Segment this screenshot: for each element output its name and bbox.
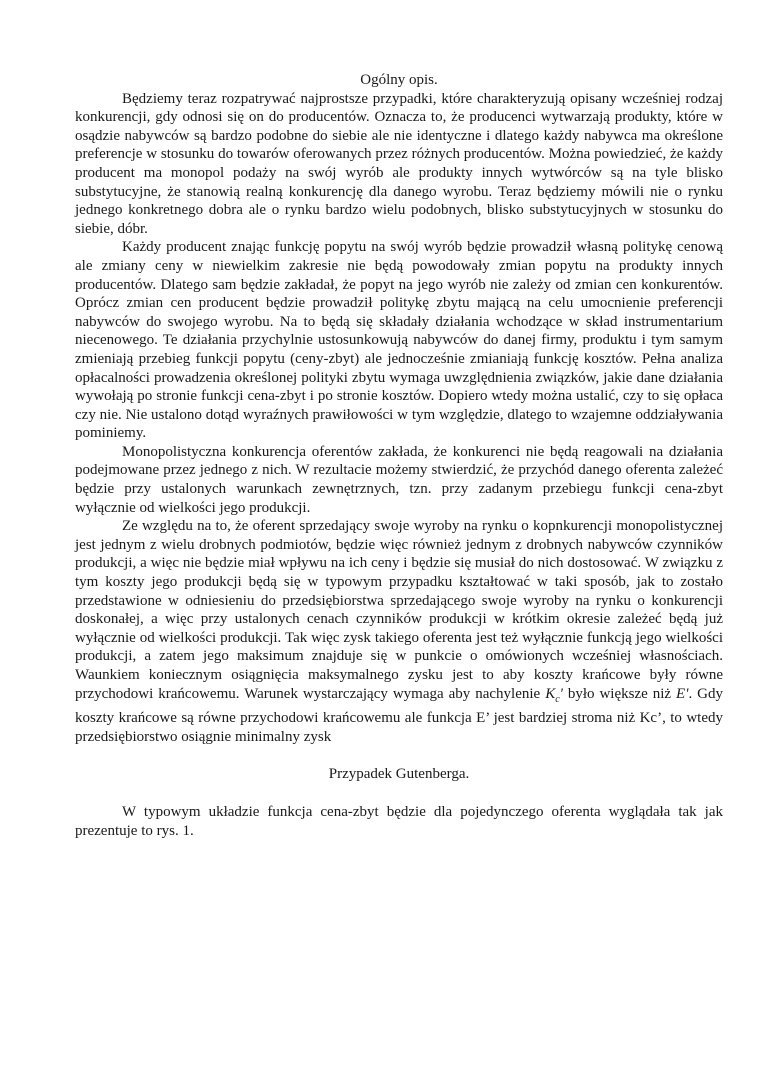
paragraph-competition: Monopolistyczna konkurencja oferentów zakłada, że konkurenci nie będą reagowali na działania podejmowane przez jednego z nich. W rezultacie możemy stwierdzić, że przychód danego oferenta zależeć będzie przy ustalonych warunkach zewnętrznych, tzn. przy zadanym przebiegu funkcji cena-zbyt wyłącznie od wielkości jego produkcji. [75, 443, 723, 516]
paragraph-costs-text-2: było większe niż [562, 685, 677, 702]
document-page [75, 71, 723, 840]
paragraph-costs [75, 517, 723, 746]
paragraph-costs-text-3: . Gdy koszty krańcowe są równe przychodowi krańcowemu ale funkcja E’ jest bardziej stroma niż Kc’, to wtedy przedsiębiorstwo osiągnie minimalny zysk [75, 685, 723, 745]
paragraph-costs-text-1: Ze względu na to, że oferent sprzedający swoje wyroby na rynku o kopnkurencji monopolistycznej jest jednym z wielu drobnych podmiotów, będzie więc również jednym z drobnych nabywców czynników produkcji, a więc nie będzie miał wpływu na ich ceny i będzie się musiał do nich dostosować. W związku z tym koszty jego produkcji będą się w typowym przypadku kształtować w taki sposób, jak to zostało przedstawione w odniesieniu do przedsiębiorstwa sprzedającego swoje wyroby na rynku o konkurencji doskonałej, a więc przy ustalonych cenach czynników produkcji w krótkim okresie zależeć będą już wyłącznie od wielkości produkcji. Tak więc zysk takiego oferenta jest też wyłącznie funkcją jego wielkości produkcji, a zatem jego maksimum znajduje się w punkcie o omówionych wcześniej własnościach. Waunkiem koniecznym osiągnięcia maksymalnego zysku jest to aby koszty krańcowe były równe przychodowi krańcowemu. Warunek wystarczający wymaga aby nachylenie [75, 518, 723, 702]
section-title: Ogólny opis. [360, 72, 438, 88]
e-symbol: E' [676, 685, 689, 702]
paragraph-intro: Będziemy teraz rozpatrywać najprostsze przypadki, które charakteryzują opisany wcześniej rodzaj konkurencji, gdy odnosi się on do producentów. Oznacza to, że producenci wytwarzają produkty, które w osądzie nabywców są bardzo podobne do siebie ale nie identyczne i dlatego każdy nabywca ma określone preferencje w stosunku do towarów oferowanych przez różnych producentów. Można powiedzieć, że każdy producent ma monopol podaży na swój wyrób ale produkty innych wytwórców są na tyle blisko substytucyjne, że stanowią realną konkurencję dla danego wyrobu. Teraz będziemy mówili nie o rynku jednego konkretnego dobra ale o rynku bardzo wielu podobnych, blisko substytucyjnych w stosunku do siebie, dóbr. [75, 90, 723, 237]
kc-symbol: $K_c'$ [545, 685, 563, 705]
section-heading-gutenberg: Przypadek Gutenberga. [328, 766, 470, 783]
paragraph-figure-reference: W typowym układzie funkcja cena-zbyt będzie dla pojedynczego oferenta wyglądała tak jak prezentuje to rys. 1. [75, 803, 723, 839]
paragraph-pricing-policy: Każdy producent znając funkcję popytu na swój wyrób będzie prowadził własną politykę cenową ale zmiany ceny w niewielkim zakresie nie będą powodowały zmian popytu na produkty innych producentów. Dlatego sam będzie zakładał, że popyt na jego wyrób nie zależy od zmian cen konkurentów. Oprócz zmian cen producent będzie prowadził politykę zbytu mającą na celu umocnienie preferencji nabywców do swojego wyrobu. Na to będą się składały działania wchodzące w skład instrumentarium niecenowego. Te działania przychylnie ustosunkowują nabywców do danej firmy, produktu i tym samym zmieniają przebieg funkcji popytu (ceny-zbyt) ale jednocześnie zmianiają funkcję kosztów. Pełna analiza opłacalności prowadzenia określonej polityki zbytu wymaga uwzględnienia związków, jakie dane działania wywołają po stronie funkcji cena-zbyt i po stronie kosztów. Dopiero wtedy można ustalić, czy to się opłaca czy nie. Nie ustalono dotąd wyraźnych prawiłowości w tym względzie, dlatego to wzajemne oddziaływania pominiemy. [75, 239, 723, 442]
